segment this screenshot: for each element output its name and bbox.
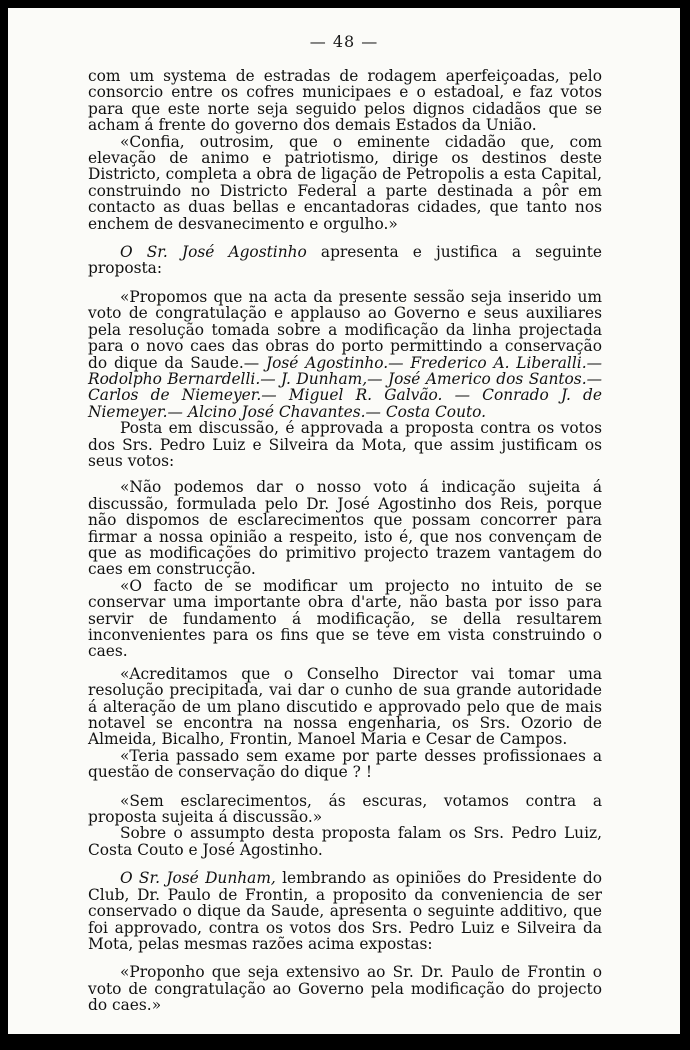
document-page [8, 8, 680, 1034]
speaker-name: O Sr. José Dunham, [120, 869, 276, 888]
paragraph-dunham-additive [88, 870, 602, 952]
proposal-signatures: José Agostinho.— Frederico A. Liberalli.— Rodolpho Bernardelli.— J. Dunham,— José Americo dos Santos.— Carlos de Niemeyer.— Miguel R. Galvão. — Conrado J. de Niemeyer.— Alcino José Chavantes.— Costa Couto. [88, 353, 602, 421]
paragraph-agostinho-intro [88, 244, 602, 277]
page-number: — 48 — [309, 32, 379, 51]
paragraph-objection-3: «Acreditamos que o Conselho Director vai tomar uma resolução precipitada, vai dar o cunho de sua grande autoridade á alteração de um plano discutido e approvado pelo que de mais notavel se encontra na nossa engenharia, os Srs. Ozorio de Almeida, Bicalho, Frontin, Manoel Maria e Cesar de Campos. [88, 664, 602, 749]
paragraph-text: lembrando as opiniões do Presidente do Club, Dr. Paulo de Frontin, a proposito da conveniencia de ser conservado o dique da Saude, apresenta o seguinte additivo, que foi approvado, contra os votos dos Srs. Pedro Luiz e Silveira da Mota, pelas mesmas razões acima expostas: [88, 869, 602, 953]
page-body [88, 68, 602, 1014]
paragraph-objection-2: «O facto de se modificar um projecto no intuito de se conservar uma importante obra d'arte, não basta por isso para servir de fundamento á modificação, se della resultarem inconvenientes para os fins que se teve em vista construindo o caes. [88, 576, 602, 661]
paragraph-objection-4: «Teria passado sem exame por parte desses profissionaes a questão de conservação do dique ? ! [88, 746, 602, 782]
paragraph-proposal [88, 289, 602, 420]
paragraph-speakers: Sobre o assumpto desta proposta falam os Srs. Pedro Luiz, Costa Couto e José Agostinho. [88, 824, 602, 859]
proposal-text: «Propomos que na acta da presente sessão seja inserido um voto de congratulação e applauso ao Governo e seus auxiliares pela resolução tomada sobre a modificação da linha projectada para o novo caes das obras do porto permittindo a conservação do dique da Saude.— [88, 287, 602, 372]
paragraph-discussion-result: Posta em discussão, é approvada a proposta contra os votos dos Srs. Pedro Luiz e Silveira da Mota, que assim justificam os seus votos: [88, 419, 602, 470]
paragraph-frontin-proposal: «Proponho que seja extensivo ao Sr. Dr. Paulo de Frontin o voto de congratulação ao Governo pela modificação do projecto do caes.» [88, 963, 602, 1015]
paragraph-road-systems: com um systema de estradas de rodagem aperfeiçoadas, pelo consorcio entre os cofres municipaes e o estadoal, e faz votos para que este norte seja seguido pelos dignos cidadãos que se acham á frente do governo dos demais Estados da União. [88, 67, 602, 135]
paragraph-petropolis-link: «Confia, outrosim, que o eminente cidadão que, com elevação de animo e patriotismo, dirige os destinos deste Districto, completa a obra de ligação de Petropolis a esta Capital, construindo no Districto Federal a parte destinada a pôr em contacto as duas bellas e encantadoras cidades, que tanto nos enchem de desvanecimento e orgulho.» [88, 132, 602, 233]
paragraph-objection-1: «Não podemos dar o nosso voto á indicação sujeita á discussão, formulada pelo Dr. José Agostinho dos Reis, porque não dispomos de esclarecimentos que possam concorrer para firmar a nossa opinião a respeito, isto é, que nos convençam de que as modificações do primitivo projecto trazem vantagem do caes em construcção. [88, 478, 602, 579]
speaker-name: O Sr. José Agostinho [120, 243, 307, 262]
paragraph-text: apresenta e justifica a seguinte proposta: [88, 243, 602, 278]
paragraph-objection-5: «Sem esclarecimentos, ás escuras, votamos contra a proposta sujeita á discussão.» [88, 791, 602, 827]
